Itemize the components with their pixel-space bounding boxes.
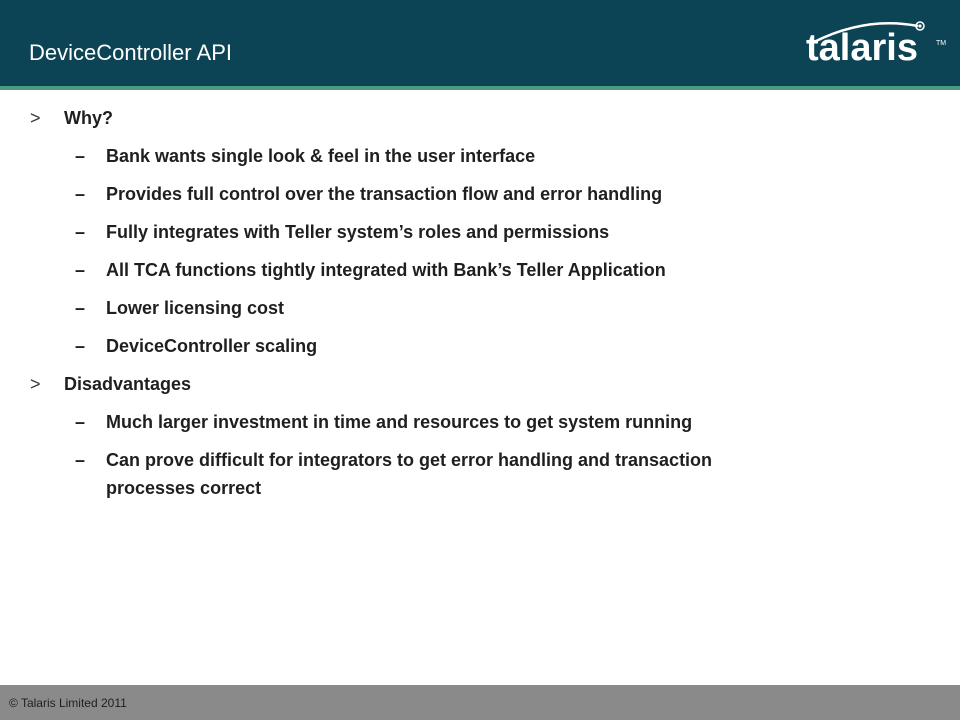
bullet-marker: >: [30, 108, 41, 128]
sub-bullet-marker: –: [75, 450, 86, 470]
sub-bullet-item: [75, 411, 693, 433]
sub-bullet-text: Much larger investment in time and resources to get system running: [106, 412, 693, 432]
sub-bullet-text: Can prove difficult for integrators to get error handling and transaction: [106, 450, 713, 470]
slide-footer: [0, 685, 960, 720]
sub-bullet-marker: –: [75, 298, 86, 318]
sub-bullet-marker: –: [75, 412, 86, 432]
sub-bullet-item: [75, 449, 713, 471]
sub-bullet-item: [75, 297, 285, 319]
sub-bullet-text: All TCA functions tightly integrated with Bank’s Teller Application: [106, 260, 666, 280]
sub-bullet-text: DeviceController scaling: [106, 336, 318, 356]
logo-trademark: TM: [936, 40, 947, 47]
bullet-item: [30, 107, 113, 129]
slide-title: DeviceController API: [29, 40, 232, 65]
bullet-marker: >: [30, 374, 41, 394]
sub-bullet-text: Provides full control over the transaction flow and error handling: [106, 184, 663, 204]
sub-bullet-marker: –: [75, 146, 86, 166]
sub-bullet-text: Bank wants single look & feel in the user interface: [106, 146, 536, 166]
sub-bullet-text: Fully integrates with Teller system’s roles and permissions: [106, 222, 610, 242]
sub-bullet-text: Lower licensing cost: [106, 298, 285, 318]
sub-bullet-marker: –: [75, 336, 86, 356]
sub-bullet-continuation: [106, 477, 261, 499]
sub-bullet-item: [75, 259, 666, 281]
bullet-text: Why?: [64, 108, 113, 128]
sub-bullet-marker: –: [75, 222, 86, 242]
sub-bullet-item: [75, 145, 536, 167]
sub-bullet-item: [75, 183, 663, 205]
copyright-notice: © Talaris Limited 2011: [9, 696, 127, 710]
sub-bullet-marker: –: [75, 260, 86, 280]
bullet-item: [30, 373, 192, 395]
sub-bullet-item: [75, 221, 610, 243]
sub-bullet-text: processes correct: [106, 478, 262, 498]
bullet-text: Disadvantages: [64, 374, 192, 394]
sub-bullet-item: [75, 335, 318, 357]
logo-text: talaris: [806, 27, 918, 69]
sub-bullet-marker: –: [75, 184, 86, 204]
